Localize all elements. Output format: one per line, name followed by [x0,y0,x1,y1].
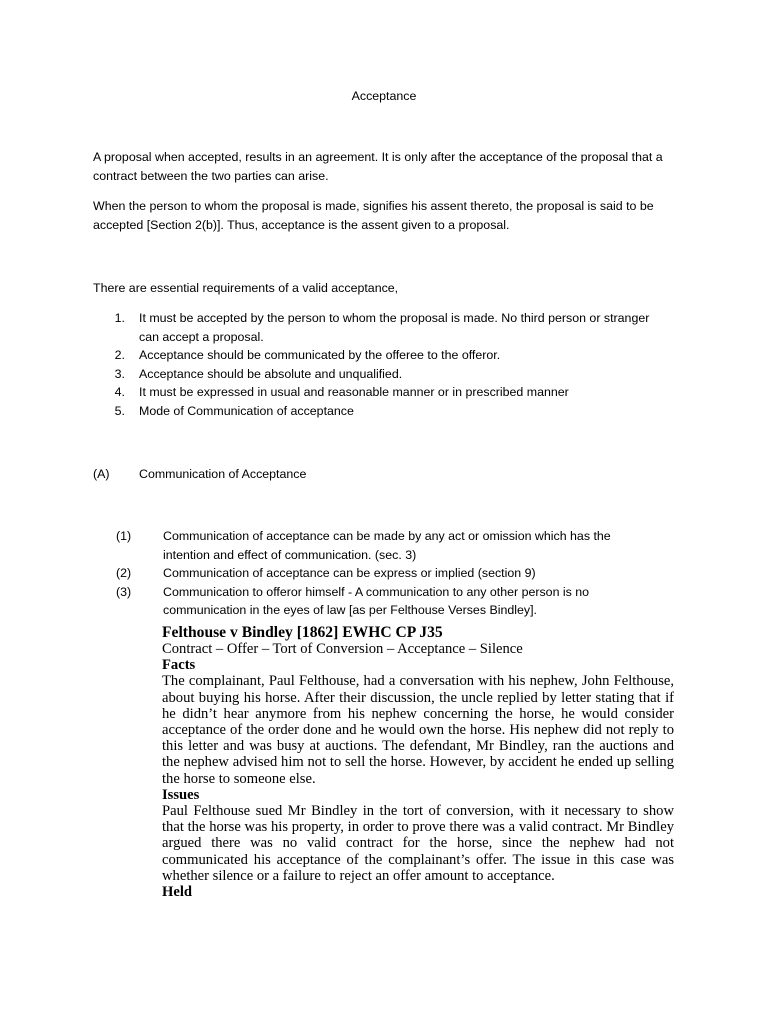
list-item-number: 3. [114,366,125,381]
facts-text: The complainant, Paul Felthouse, had a conversation with his nephew, John Felthouse, about buying his horse. After their discussion, the uncle replied by letter stating that if he didn’t hear anymore from his nephew concerning the horse, he would consider acceptance of the order done and he would own the horse. His nephew did not reply to this letter and was busy at auctions. The defendant, Mr Bindley, ran the auctions and the nephew advised him not to sell the horse. However, by accident he ended up selling the horse to someone else. [162,673,674,787]
case-subtitle: Contract – Offer – Tort of Conversion – Acceptance – Silence [162,641,523,657]
communication-points-list [116,527,646,620]
section-title: Communication of Acceptance [139,467,307,481]
list-item [93,383,653,402]
list-item-number: 5. [114,403,125,418]
paragraph-requirements-intro: There are essential requirements of a valid acceptance, [93,281,399,295]
document-title: Acceptance [351,89,417,103]
list-item [116,583,646,620]
list-item [93,402,653,421]
list-item-text: Mode of Communication of acceptance [139,403,354,418]
list-item-text: Communication to offeror himself - A communication to any other person is no communication in the eyes of law [as per Felthouse Verses Bindley]. [163,584,590,618]
requirements-list [93,309,653,421]
case-title: Felthouse v Bindley [1862] EWHC CP J35 [162,624,443,641]
list-item [116,564,646,583]
held-heading: Held [162,884,192,901]
list-item [116,527,646,564]
list-item-text: Communication of acceptance can be express or implied (section 9) [163,566,536,581]
list-item-number: (3) [116,584,132,599]
list-item [93,309,653,346]
list-item-text: It must be expressed in usual and reasonable manner or in prescribed manner [139,385,569,400]
list-item-number: 4. [114,385,125,400]
case-summary [162,624,674,900]
list-item [93,365,653,384]
list-item-text: Acceptance should be communicated by the offeree to the offeror. [139,348,501,363]
list-item-number: 1. [114,311,125,325]
facts-heading: Facts [162,657,196,674]
paragraph-proposal-accepted: A proposal when accepted, results in an agreement. It is only after the acceptance of the proposal that a contract between the two parties can arise. [93,150,663,183]
list-item-number: 2. [114,348,125,363]
paragraph-assent: When the person to whom the proposal is made, signifies his assent thereto, the proposal is said to be accepted [Section 2(b)]. Thus, acceptance is the assent given to a proposal. [93,199,654,232]
list-item-text: It must be accepted by the person to whom the proposal is made. No third person or stranger can accept a proposal. [139,311,650,344]
list-item-text: Acceptance should be absolute and unqualified. [139,366,403,381]
section-label: (A) [93,467,110,481]
list-item-number: (2) [116,566,132,581]
issues-text: Paul Felthouse sued Mr Bindley in the tort of conversion, with it necessary to show that the horse was his property, in order to prove there was a valid contract. Mr Bindley argued there was no valid contract for the horse, since the nephew had not communicated his acceptance of the complainant’s offer. The issue in this case was whether silence or a failure to reject an offer amount to acceptance. [162,803,674,884]
list-item [93,346,653,365]
issues-heading: Issues [162,786,200,803]
list-item-number: (1) [116,529,132,543]
list-item-text: Communication of acceptance can be made by any act or omission which has the intention and effect of communication. (sec. 3) [163,529,611,562]
